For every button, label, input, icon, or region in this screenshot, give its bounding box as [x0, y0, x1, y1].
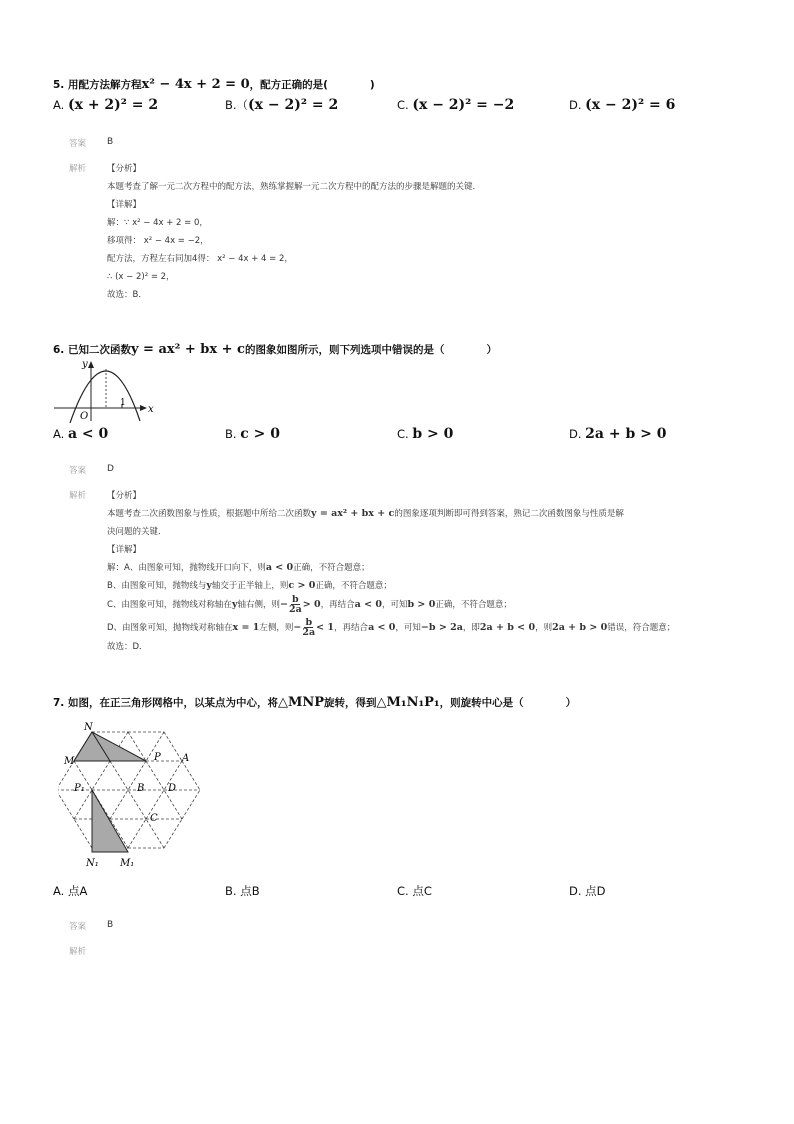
- text-run: 解：A、由图象可知，抛物线开口向下，则: [107, 563, 266, 573]
- grid-line: [128, 819, 146, 848]
- label-b: B: [137, 783, 145, 794]
- grid-line: [58, 790, 74, 819]
- text-run: 错误，符合题意；: [607, 623, 676, 633]
- math-run: a < 0: [265, 562, 294, 573]
- math-run: < 1: [316, 622, 335, 633]
- q5-answer-value: B: [107, 137, 114, 147]
- q6-analysis-line: [107, 579, 392, 591]
- q5-option-c-math: (x − 2)² = −2: [412, 97, 515, 113]
- q5-analysis-line: 【分析】: [107, 164, 142, 174]
- q6-option-c[interactable]: [397, 426, 453, 442]
- q5-option-a-math: (x + 2)² = 2: [67, 97, 159, 113]
- label-p: P: [154, 752, 161, 763]
- fraction: [289, 595, 302, 614]
- q5-stem: [53, 77, 375, 92]
- grid-line: [74, 790, 92, 819]
- q5-answer-label: 答案: [69, 139, 87, 149]
- q6-parabola-graph: [52, 355, 157, 423]
- q6-analysis-line: [107, 561, 370, 573]
- text-run: ，再结合: [320, 600, 355, 610]
- q7-option-b-text: 点B: [240, 884, 260, 898]
- q5-option-b-letter: B.（: [225, 98, 249, 112]
- q6-answer-label: 答案: [69, 466, 87, 476]
- fraction-denominator: 2a: [288, 604, 302, 615]
- q7-option-d-letter: D.: [569, 884, 582, 898]
- label-m1: M₁: [120, 858, 135, 869]
- q6-analysis-line: [107, 618, 675, 637]
- q6-option-c-letter: C.: [397, 427, 409, 441]
- q6-analysis-line: [107, 595, 512, 614]
- q5-analysis-line: 本题考查了解一元二次方程中的配方法，熟练掌握解一元二次方程中的配方法的步骤是解题的关键．: [107, 182, 482, 192]
- q5-stem-text: 5. 用配方法解方程: [53, 79, 142, 91]
- q5-analysis-label: 解析: [69, 164, 87, 174]
- text-run: D、由图象可知，抛物线对称轴在: [107, 623, 233, 633]
- math-run: −b > 2a: [420, 622, 463, 633]
- q7-option-c-letter: C.: [397, 884, 409, 898]
- q5-analysis-line: 配方法，方程左右同加4得： x² − 4x + 4 = 2，: [107, 254, 293, 264]
- q7-option-c[interactable]: [397, 883, 432, 899]
- fraction-denominator: 2a: [302, 627, 316, 638]
- grid-line: [92, 761, 110, 790]
- q7-stem-triangle-1: △MNP: [277, 695, 324, 710]
- math-run: > 0: [302, 599, 321, 610]
- math-run: a < 0: [368, 622, 396, 633]
- q5-option-a-letter: A.: [53, 98, 65, 112]
- q6-option-d[interactable]: [569, 426, 666, 442]
- text-run: 轴交于正半轴上，则: [211, 581, 289, 591]
- q6-option-c-math: b > 0: [412, 426, 454, 442]
- label-n: N: [84, 722, 93, 733]
- grid-line: [164, 819, 182, 848]
- text-run: 的图象逐项判断即可得到答案，熟记二次函数图象与性质是解: [394, 509, 624, 519]
- q5-option-d-letter: D.: [569, 98, 582, 112]
- q5-option-a[interactable]: [53, 97, 158, 113]
- math-run: x = 1: [232, 622, 260, 633]
- text-run: 正确，不符合题意；: [293, 563, 370, 573]
- math-run: −: [293, 622, 302, 633]
- q7-analysis-label: 解析: [69, 947, 87, 957]
- math-run: b > 0: [407, 599, 436, 610]
- q6-option-a-letter: A.: [53, 427, 65, 441]
- y-axis-arrow: [88, 361, 94, 368]
- x-tick-1-label: 1: [120, 398, 126, 408]
- grid-line: [182, 761, 200, 790]
- text-run: B、由图象可知，抛物线与: [107, 581, 207, 591]
- q7-answer-label: 答案: [69, 922, 87, 932]
- grid-line: [164, 732, 182, 761]
- text-run: 左侧，则: [259, 623, 294, 633]
- text-run: ，可知: [381, 600, 408, 610]
- label-d: D: [168, 783, 177, 794]
- q5-option-c[interactable]: [397, 97, 514, 113]
- q7-option-a[interactable]: [53, 883, 87, 899]
- q6-option-b[interactable]: [225, 426, 280, 442]
- q6-option-b-math: c > 0: [240, 426, 280, 442]
- grid-line: [164, 790, 182, 819]
- q7-triangle-grid-figure: [58, 718, 208, 873]
- q5-option-b[interactable]: [225, 97, 338, 113]
- q5-analysis-line: 故选：B．: [107, 290, 147, 300]
- grid-line: [110, 761, 128, 790]
- q5-option-d-math: (x − 2)² = 6: [585, 97, 676, 113]
- grid-line: [128, 790, 146, 819]
- text-run: ，再结合: [334, 623, 369, 633]
- x-axis-arrow: [140, 405, 147, 411]
- q6-analysis-label: 解析: [69, 491, 87, 501]
- label-p1: P₁: [74, 783, 85, 794]
- q7-stem-text: 7. 如图，在正三角形网格中，以某点为中心，将: [53, 697, 278, 709]
- q6-option-a[interactable]: [53, 426, 108, 442]
- text-run: 正确，不符合题意；: [435, 600, 512, 610]
- q7-option-b-letter: B.: [225, 884, 237, 898]
- math-run: −: [279, 599, 288, 610]
- q6-analysis-line: 【分析】: [107, 491, 142, 501]
- triangle-m1n1p1: [92, 790, 128, 852]
- math-run: a < 0: [354, 599, 382, 610]
- q6-answer-value: D: [107, 464, 114, 474]
- grid-line: [146, 761, 164, 790]
- q6-stem-tail: 的图象如图所示，则下列选项中错误的是（ ）: [244, 344, 497, 356]
- label-c: C: [150, 813, 158, 824]
- q5-analysis-line: 【详解】: [107, 200, 142, 210]
- grid-line: [74, 819, 92, 848]
- q7-option-a-letter: A.: [53, 884, 65, 898]
- y-axis-label: y: [82, 359, 88, 370]
- q7-option-c-text: 点C: [412, 884, 432, 898]
- q7-stem-triangle-2: △M₁N₁P₁: [376, 695, 440, 710]
- q6-option-a-math: a < 0: [67, 426, 109, 442]
- fraction-numerator: b: [292, 594, 299, 605]
- text-run: 本题考查二次函数图象与性质，根据题中所给二次函数: [107, 509, 312, 519]
- q7-stem: [53, 695, 576, 710]
- q7-option-d[interactable]: [569, 883, 606, 899]
- text-run: 轴右侧，则: [237, 600, 280, 610]
- text-run: C、由图象可知，抛物线对称轴在: [107, 600, 232, 610]
- grid-line: [182, 790, 200, 819]
- math-run: y: [206, 580, 212, 591]
- q6-stem-text: 6. 已知二次函数: [53, 344, 131, 356]
- math-run: y: [231, 599, 238, 610]
- q5-stem-equation: x² − 4x + 2 = 0: [141, 77, 250, 92]
- q5-option-d[interactable]: [569, 97, 675, 113]
- q5-analysis-line: ∴ (x − 2)² = 2，: [107, 272, 175, 282]
- origin-label: O: [80, 411, 89, 422]
- text-run: ，可知: [395, 623, 421, 633]
- q6-stem-function: y = ax² + bx + c: [130, 342, 245, 357]
- x-axis-label: x: [148, 404, 154, 415]
- q5-stem-tail: ，配方正确的是( ): [249, 79, 375, 91]
- grid-line: [110, 790, 128, 819]
- q5-analysis-line: 移项得： x² − 4x = −2，: [107, 236, 209, 246]
- q6-analysis-line: [107, 507, 624, 519]
- label-a: A: [182, 753, 190, 764]
- q7-stem-mid: 旋转，得到: [324, 697, 377, 709]
- text-run: 正确，不符合题意；: [315, 581, 392, 591]
- q7-answer-value: B: [107, 920, 114, 930]
- label-m: M: [64, 756, 75, 767]
- q6-option-d-math: 2a + b > 0: [585, 426, 667, 442]
- q7-option-d-text: 点D: [585, 884, 606, 898]
- q5-option-b-math: (x − 2)² = 2: [248, 97, 339, 113]
- math-run: 2a + b < 0: [479, 622, 536, 633]
- q7-stem-tail: ，则旋转中心是（ ）: [439, 697, 577, 709]
- q6-option-b-letter: B.: [225, 427, 237, 441]
- text-run: ，则: [535, 623, 553, 633]
- math-run: y = ax² + bx + c: [311, 508, 395, 519]
- math-run: 2a + b > 0: [552, 622, 608, 633]
- label-n1: N₁: [86, 858, 99, 869]
- fraction: [302, 618, 315, 637]
- q7-option-b[interactable]: [225, 883, 260, 899]
- math-run: c > 0: [288, 580, 316, 591]
- q7-option-a-text: 点A: [67, 884, 88, 898]
- q6-option-d-letter: D.: [569, 427, 582, 441]
- fraction-numerator: b: [305, 617, 313, 628]
- q6-analysis-line: 决问题的关键．: [107, 527, 167, 537]
- q6-analysis-line: 故选：D．: [107, 642, 148, 652]
- q5-option-c-letter: C.: [397, 98, 409, 112]
- q5-analysis-line: 解：∵ x² − 4x + 2 = 0，: [107, 218, 208, 228]
- q6-analysis-line: 【详解】: [107, 545, 142, 555]
- text-run: ，即: [462, 623, 480, 633]
